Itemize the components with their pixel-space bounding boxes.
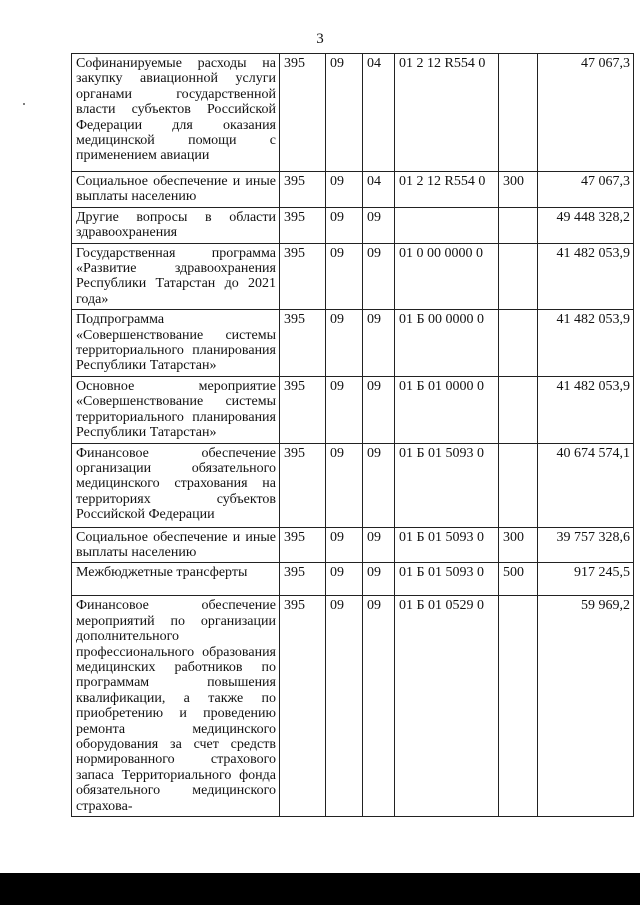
scan-speck [23,103,25,105]
cell-ved: 395 [280,443,326,527]
cell-ved: 395 [280,54,326,172]
cell-sum: 47 067,3 [538,172,634,208]
cell-pr: 04 [363,172,395,208]
cell-csr: 01 Б 01 0529 0 [395,596,499,817]
cell-csr: 01 Б 01 5093 0 [395,527,499,563]
page-number: 3 [316,31,324,47]
cell-ved: 395 [280,596,326,817]
cell-name: Социальное обеспечение и иные выплаты населению [72,527,280,563]
cell-pr: 09 [363,243,395,310]
table-row [72,596,634,817]
cell-ved: 395 [280,310,326,377]
cell-sum: 49 448 328,2 [538,207,634,243]
cell-ved: 395 [280,172,326,208]
cell-csr: 01 0 00 0000 0 [395,243,499,310]
cell-vr: 500 [499,563,538,596]
cell-sum: 40 674 574,1 [538,443,634,527]
cell-name: Основное мероприятие «Совершенствование системы территориального планирования Республики Татарстан» [72,376,280,443]
cell-rz: 09 [326,376,363,443]
cell-rz: 09 [326,527,363,563]
cell-vr: 300 [499,172,538,208]
cell-ved: 395 [280,563,326,596]
cell-name: Государственная программа «Развитие здравоохранения Республики Татарстан до 2021 года» [72,243,280,310]
cell-ved: 395 [280,243,326,310]
cell-vr: 300 [499,527,538,563]
table-row [72,243,634,310]
cell-vr [499,310,538,377]
cell-sum: 41 482 053,9 [538,376,634,443]
cell-csr: 01 2 12 R554 0 [395,54,499,172]
cell-rz: 09 [326,443,363,527]
cell-name: Финансовое обеспечение организации обязательного медицинского страхования на территориях субъектов Российской Федерации [72,443,280,527]
cell-pr: 09 [363,527,395,563]
cell-name: Финансовое обеспечение мероприятий по организации дополнительного профессионального образования медицинских работников по программам повышения квалификации, а также по приобретению и проведению ремонта медицинского оборудования за счет средств нормированного страхового запаса Территориального фонда обязательного медицинского страхова- [72,596,280,817]
cell-vr [499,54,538,172]
cell-vr [499,443,538,527]
cell-vr [499,243,538,310]
cell-name: Софинанируемые расходы на закупку авиационной услуги органами государственной власти субъектов Российской Федерации для оказания медицинской помощи с применением авиации [72,54,280,172]
cell-sum: 47 067,3 [538,54,634,172]
table-row [72,172,634,208]
cell-name: Межбюджетные трансферты [72,563,280,596]
table-row [72,207,634,243]
cell-pr: 04 [363,54,395,172]
cell-sum: 59 969,2 [538,596,634,817]
cell-rz: 09 [326,596,363,817]
cell-pr: 09 [363,310,395,377]
cell-sum: 41 482 053,9 [538,243,634,310]
cell-sum: 39 757 328,6 [538,527,634,563]
cell-csr [395,207,499,243]
cell-vr [499,596,538,817]
cell-pr: 09 [363,376,395,443]
cell-csr: 01 Б 01 5093 0 [395,563,499,596]
cell-pr: 09 [363,596,395,817]
cell-csr: 01 2 12 R554 0 [395,172,499,208]
cell-pr: 09 [363,443,395,527]
table-row [72,443,634,527]
cell-sum: 41 482 053,9 [538,310,634,377]
scan-bottom-edge [0,873,640,905]
cell-csr: 01 Б 01 5093 0 [395,443,499,527]
cell-ved: 395 [280,376,326,443]
cell-vr [499,376,538,443]
cell-pr: 09 [363,563,395,596]
table-row [72,563,634,596]
cell-rz: 09 [326,172,363,208]
cell-name: Другие вопросы в области здравоохранения [72,207,280,243]
table-row [72,527,634,563]
cell-rz: 09 [326,54,363,172]
cell-csr: 01 Б 01 0000 0 [395,376,499,443]
cell-rz: 09 [326,310,363,377]
cell-rz: 09 [326,563,363,596]
budget-table [71,53,634,817]
cell-ved: 395 [280,527,326,563]
cell-rz: 09 [326,243,363,310]
cell-rz: 09 [326,207,363,243]
cell-name: Социальное обеспечение и иные выплаты населению [72,172,280,208]
cell-name: Подпрограмма «Совершенствование системы территориального планирования Республики Татарстан» [72,310,280,377]
cell-csr: 01 Б 00 0000 0 [395,310,499,377]
cell-vr [499,207,538,243]
cell-ved: 395 [280,207,326,243]
table-row [72,376,634,443]
table-row [72,54,634,172]
cell-sum: 917 245,5 [538,563,634,596]
table-row [72,310,634,377]
cell-pr: 09 [363,207,395,243]
